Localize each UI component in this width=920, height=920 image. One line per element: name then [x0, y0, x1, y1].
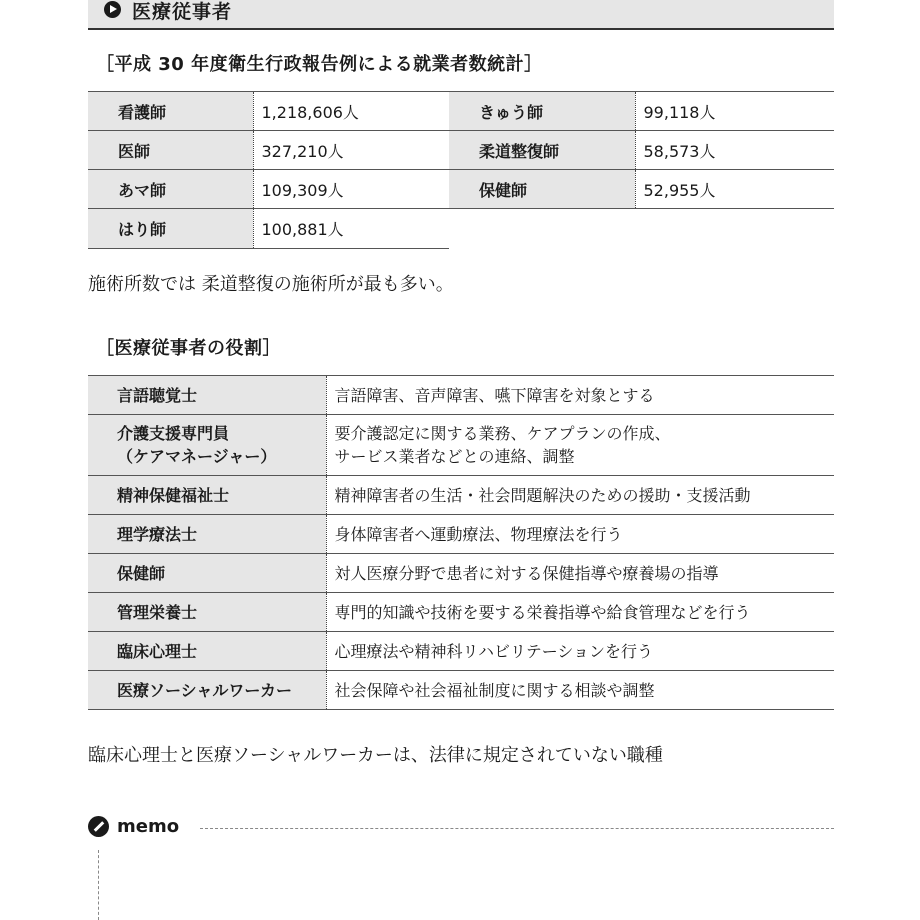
stats-value: 99,118人 [635, 92, 834, 131]
role-desc [326, 415, 834, 476]
role-label-line1: 介護支援専門員 [117, 424, 230, 443]
role-label: 保健師 [88, 554, 326, 593]
roles-note: 臨床心理士と医療ソーシャルワーカーは、法律に規定されていない職種 [88, 745, 663, 766]
role-label: 医療ソーシャルワーカー [88, 671, 326, 710]
role-desc-line2: サービス業者などとの連絡、調整 [334, 447, 575, 466]
role-label: 精神保健福祉士 [88, 476, 326, 515]
table-row [88, 554, 834, 593]
memo-heading [88, 816, 179, 837]
role-desc: 対人医療分野で患者に対する保健指導や療養場の指導 [326, 554, 834, 593]
stats-note: 施術所数では 柔道整復の施術所が最も多い。 [88, 274, 454, 295]
table-row [88, 515, 834, 554]
stats-label: きゅう師 [449, 92, 635, 131]
role-label: 管理栄養士 [88, 593, 326, 632]
stats-value: 1,218,606人 [253, 92, 449, 131]
table-row [88, 170, 834, 209]
table-row [88, 131, 834, 170]
pencil-icon [88, 816, 109, 837]
table-row [88, 209, 834, 249]
table-row [88, 92, 834, 131]
stats-table [88, 91, 834, 249]
role-desc: 社会保障や社会福祉制度に関する相談や調整 [326, 671, 834, 710]
role-label: 言語聴覚士 [88, 376, 326, 415]
memo-margin-line [98, 850, 99, 920]
role-desc: 心理療法や精神科リハビリテーションを行う [326, 632, 834, 671]
stats-label: 柔道整復師 [449, 131, 635, 170]
role-label-line2: （ケアマネージャー） [117, 447, 277, 466]
role-desc: 精神障害者の生活・社会問題解決のための援助・支援活動 [326, 476, 834, 515]
role-desc: 言語障害、音声障害、嚥下障害を対象とする [326, 376, 834, 415]
stats-value: 100,881人 [253, 209, 449, 249]
role-label: 臨床心理士 [88, 632, 326, 671]
stats-label: 看護師 [88, 92, 253, 131]
roles-table [88, 375, 834, 710]
memo-label: memo [117, 816, 180, 837]
stats-value: 327,210人 [253, 131, 449, 170]
role-desc: 身体障害者へ運動療法、物理療法を行う [326, 515, 834, 554]
table-row [88, 632, 834, 671]
section-header-title: 医療従事者 [132, 1, 233, 23]
section-header [88, 0, 834, 30]
stats-label: はり師 [88, 209, 253, 249]
role-label: 理学療法士 [88, 515, 326, 554]
role-desc: 専門的知識や技術を要する栄養指導や給食管理などを行う [326, 593, 834, 632]
play-icon [104, 1, 121, 18]
memo-divider [200, 828, 834, 829]
table-row [88, 376, 834, 415]
stats-label: 保健師 [449, 170, 635, 209]
roles-title: ［医療従事者の役割］ [96, 338, 281, 359]
stats-value: 58,573人 [635, 131, 834, 170]
stats-label: 医師 [88, 131, 253, 170]
table-row [88, 476, 834, 515]
role-label [88, 415, 326, 476]
role-desc-line1: 要介護認定に関する業務、ケアプランの作成、 [334, 424, 671, 443]
table-row [88, 415, 834, 476]
table-row [88, 671, 834, 710]
stats-value: 52,955人 [635, 170, 834, 209]
table-row [88, 593, 834, 632]
stats-value: 109,309人 [253, 170, 449, 209]
stats-title: ［平成 30 年度衛生行政報告例による就業者数統計］ [96, 54, 543, 75]
stats-label: あマ師 [88, 170, 253, 209]
